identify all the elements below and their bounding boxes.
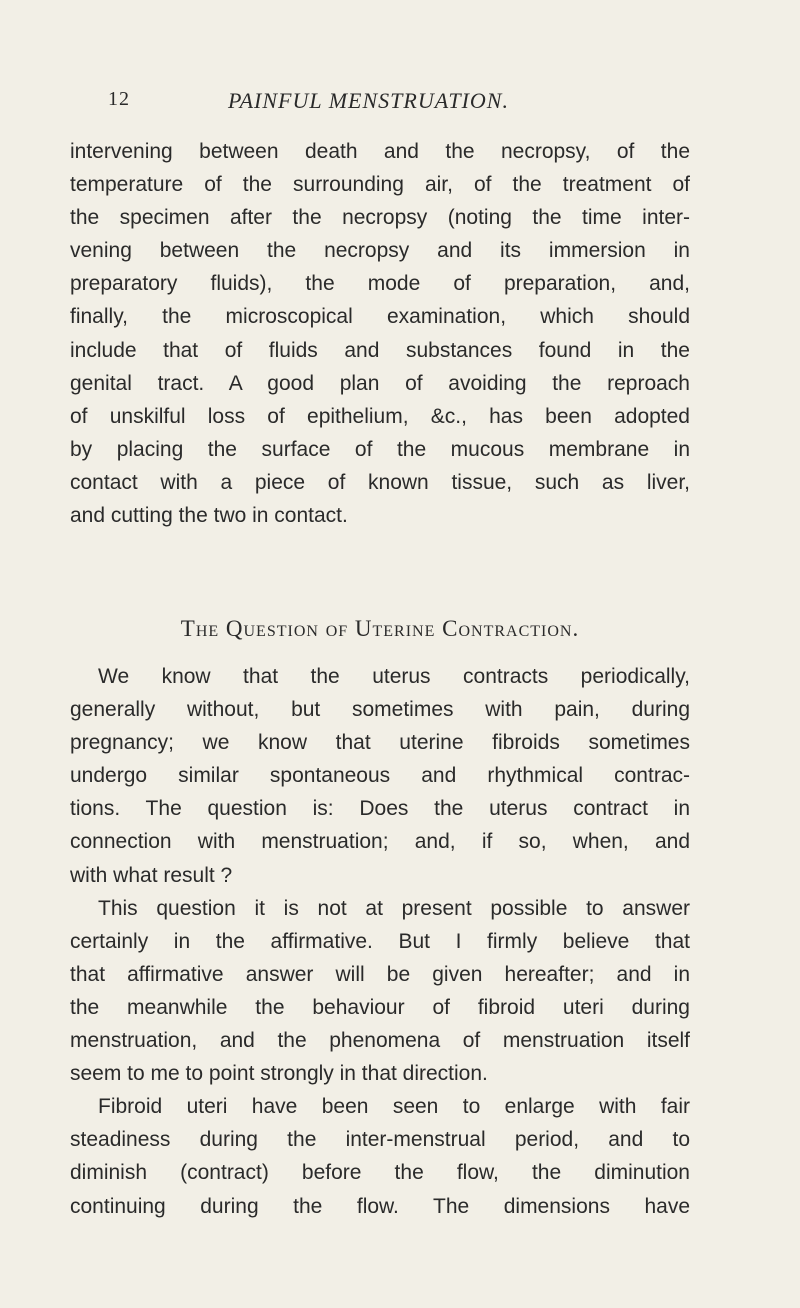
- text-line: contact with a piece of known tissue, such as liver,: [70, 470, 690, 494]
- text-line: steadiness during the inter-menstrual period, and to: [70, 1128, 690, 1152]
- text-line: continuing during the flow. The dimensions have: [70, 1194, 690, 1218]
- text-line: We know that the uterus contracts periodically,: [98, 665, 690, 688]
- text-line: finally, the microscopical examination, which should: [70, 305, 690, 329]
- text-line: seem to me to point strongly in that direction.: [70, 1062, 488, 1086]
- text-line: intervening between death and the necropsy, of the: [70, 140, 690, 163]
- text-line: undergo similar spontaneous and rhythmical contrac-: [70, 764, 690, 788]
- text-line: genital tract. A good plan of avoiding the reproach: [70, 371, 690, 395]
- text-line: vening between the necropsy and its immersion in: [70, 239, 690, 263]
- text-line: generally without, but sometimes with pain, during: [70, 698, 690, 722]
- text-line: of unskilful loss of epithelium, &c., has been adopted: [70, 404, 690, 428]
- text-line: certainly in the affirmative. But I firmly believe that: [70, 929, 690, 953]
- text-line: This question it is not at present possible to answer: [98, 896, 690, 920]
- text-line: preparatory fluids), the mode of preparation, and,: [70, 272, 690, 296]
- running-head: [108, 88, 688, 118]
- text-line: menstruation, and the phenomena of menstruation itself: [70, 1029, 690, 1053]
- text-line: by placing the surface of the mucous membrane in: [70, 437, 690, 461]
- page-number: 12: [108, 88, 130, 110]
- text-line: tions. The question is: Does the uterus contract in: [70, 797, 690, 821]
- text-line: the specimen after the necropsy (noting the time inter-: [70, 206, 690, 230]
- running-title: PAINFUL MENSTRUATION.: [228, 88, 509, 113]
- section-body: [70, 660, 690, 1223]
- text-line: temperature of the surrounding air, of the treatment of: [70, 173, 690, 197]
- text-line: include that of fluids and substances found in the: [70, 338, 690, 362]
- text-line: connection with menstruation; and, if so, when, and: [70, 830, 690, 854]
- text-line: Fibroid uteri have been seen to enlarge with fair: [98, 1095, 690, 1119]
- text-line: pregnancy; we know that uterine fibroids sometimes: [70, 731, 690, 755]
- text-line: with what result ?: [70, 863, 233, 887]
- paragraph-continued: [70, 135, 690, 532]
- text-line: and cutting the two in contact.: [70, 504, 348, 528]
- section-heading: The Question of Uterine Contraction.: [180, 616, 580, 641]
- text-line: the meanwhile the behaviour of fibroid uteri during: [70, 995, 690, 1019]
- text-line: that affirmative answer will be given hereafter; and in: [70, 962, 690, 986]
- text-line: diminish (contract) before the flow, the diminution: [70, 1161, 690, 1185]
